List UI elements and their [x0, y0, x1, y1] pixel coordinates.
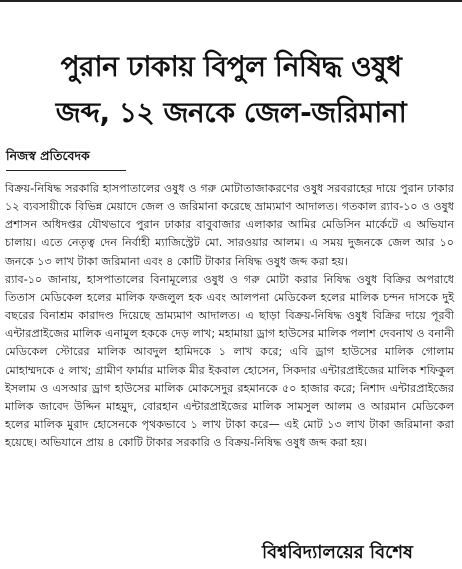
byline: নিজস্ব প্রতিবেদক [6, 148, 90, 163]
article-headline [6, 44, 456, 136]
paragraph-2: র‍্যাব-১০ জানায়, হাসপাতালের বিনামূল্যের ওষুধ ও গরু মোটা করার নিষিদ্ধ ওষুধ বিক্রির অপরাধে তিতাস মেডিকেল হলের মালিক ফজলুল হক এবং আলপনা মেডিকেল হলের মালিক চন্দন দাসকে দুই বছরের বিনাশ্রম কারাদণ্ড দিয়েছে ভ্রাম্যমাণ আদালত। এ ছাড়া বিক্রয়-নিষিদ্ধ ওষুধ বিক্রির দায়ে পূরবী এন্টারপ্রাইজের মালিক এনামুল হককে দেড় লাখ; মহামায়া ড্রাগ হাউসের মালিক পলাশ দেবনাথ ও বনানী মেডিকেল স্টোরের মালিক আবদুল হামিদকে ১ লাখ করে; এবি ড্রাগ হাউসের মালিক গোলাম মোহাম্মদকে ৫ লাখ; গ্রামীণ ফার্মার মালিক মীর ইকবাল হোসেন, সিকদার এন্টারপ্রাইজের মালিক শফিকুল ইসলাম ও এসআর ড্রাগ হাউসের মালিক মোকসেদুর রহমানকে ৫০ হাজার করে; নিশাদ এন্টারপ্রাইজের মালিক জাবেদ উদ্দিন মাহমুদ, বোরহান এন্টারপ্রাইজের মালিক সামসুল আলম ও আরমান মেডিকেল হলের মালিক মুরাদ হোসেনকে পৃথকভাবে ১ লাখ টাকা করে— এই মোট ১৩ লাখ টাকা জরিমানা করা হয়েছে। অভিযানে প্রায় ৪ কোটি টাকার সরকারি ও বিক্রয়-নিষিদ্ধ ওষুধ জব্দ করা হয়। [5, 272, 454, 450]
headline-line-2: জব্দ, ১২ জনকে জেল-জরিমানা [55, 96, 407, 129]
next-article-headline: বিশ্ববিদ্যালয়ের বিশেষ [262, 542, 413, 563]
paragraph-1: বিক্রয়-নিষিদ্ধ সরকারি হাসপাতালের ওষুধ ও গরু মোটাতাজাকরণের ওষুধ সরবরাহের দায়ে পুরান ঢাকার ১২ ব্যবসায়ীকে বিভিন্ন মেয়াদে জেল ও জরিমানা করেছে ভ্রাম্যমাণ আদালত। গতকাল র‍্যাব-১০ ও ওষুধ প্রশাসন অধিদপ্তর যৌথভাবে পুরান ঢাকার বাবুবাজার এলাকার আমির মেডিসিন মার্কেটে এ অভিযান চালায়। এতে নেতৃত্ব দেন নির্বাহী ম্যাজিস্ট্রেট মো. সারওয়ার আলম। এ সময় দুজনকে জেল আর ১০ জনকে ১৩ লাখ টাকা জরিমানা এবং ৪ কোটি টাকার নিষিদ্ধ ওষুধ জব্দ করা হয়। [5, 182, 454, 268]
article-body [5, 180, 454, 452]
headline-line-1: পুরান ঢাকায় বিপুল নিষিদ্ধ ওষুধ [60, 50, 402, 83]
top-border-rule [0, 0, 462, 2]
byline-underline [6, 170, 126, 171]
